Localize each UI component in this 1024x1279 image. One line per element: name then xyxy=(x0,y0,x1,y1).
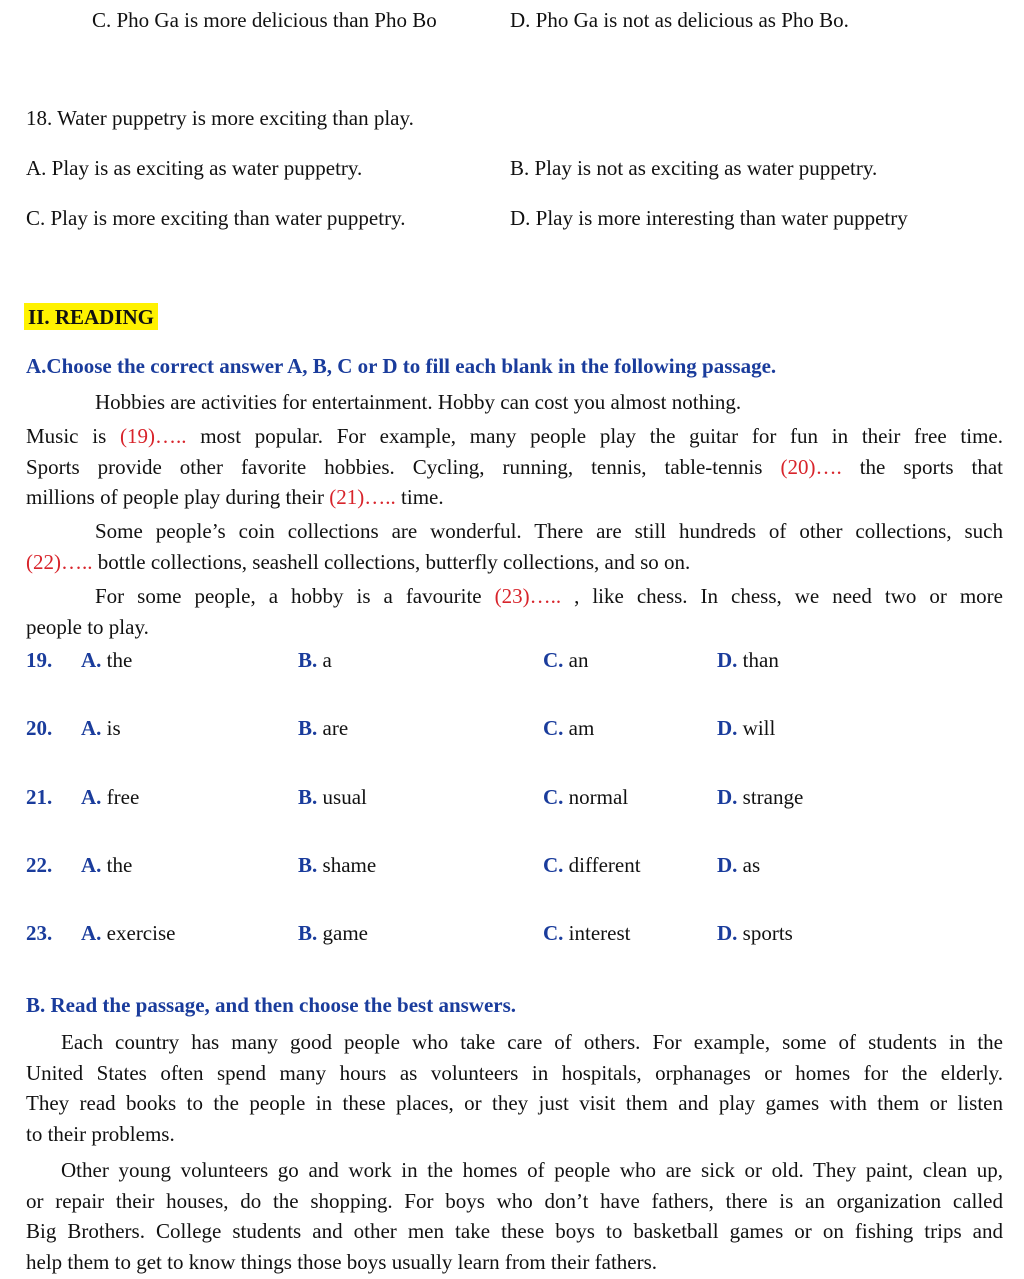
part-b-instruction: B. Read the passage, and then choose the best answers. xyxy=(26,993,517,1017)
passage-a-p2-line1: Music is (19)….. most popular. For example, many people play the guitar for fun in their free time. xyxy=(26,424,1003,448)
option-b[interactable]: B. game xyxy=(298,921,368,945)
blank-20: (20)…. xyxy=(780,454,842,479)
passage-a-p2-line2: Sports provide other favorite hobbies. Cycling, running, tennis, table-tennis (20)…. the sports that xyxy=(26,454,1003,479)
passage-a-p2 xyxy=(26,421,1003,513)
passage-a-p4-line1: For some people, a hobby is a favourite (23)….. , like chess. In chess, we need two or more xyxy=(95,584,1003,608)
blank-22: (22)….. xyxy=(26,549,93,574)
passage-a-p4-line2: people to play. xyxy=(26,614,149,639)
passage-b-line8: help them to get to know things those boys usually learn from their fathers. xyxy=(26,1249,658,1274)
q18-option-b: B. Play is not as exciting as water puppetry. xyxy=(510,156,878,180)
option-a[interactable]: A. exercise xyxy=(81,921,176,945)
passage-a-p3-line2: (22)….. bottle collections, seashell collections, butterfly collections, and so on. xyxy=(26,549,691,574)
option-b[interactable]: B. a xyxy=(298,648,332,672)
option-a[interactable]: A. the xyxy=(81,853,133,877)
passage-b-line4: to their problems. xyxy=(26,1121,175,1146)
passage-b-line2: United States often spend many hours as volunteers in hospitals, orphanages or homes for the elderly. xyxy=(26,1060,1003,1085)
option-c[interactable]: C. interest xyxy=(543,921,631,945)
option-a[interactable]: A. free xyxy=(81,785,140,809)
passage-b-line7: Big Brothers. College students and other men take these boys to basketball games or on fishing trips and xyxy=(26,1219,1003,1243)
option-d[interactable]: D. will xyxy=(717,716,776,740)
passage-b-p1 xyxy=(26,1027,1003,1149)
passage-a-p3 xyxy=(26,516,1003,577)
reading-heading-text: II. READING xyxy=(24,303,158,330)
option-c[interactable]: C. normal xyxy=(543,785,629,809)
blank-19: (19)….. xyxy=(119,424,187,448)
question-22: 22. A. the B. shame C. different D. as xyxy=(26,853,761,877)
option-c[interactable]: C. am xyxy=(543,716,595,740)
passage-b-p2 xyxy=(26,1155,1003,1277)
option-d[interactable]: D. strange xyxy=(717,785,804,809)
question-21: 21. A. free B. usual C. normal D. strange xyxy=(26,785,804,809)
question-20: 20. A. is B. are C. am D. will xyxy=(26,716,776,740)
option-b[interactable]: B. shame xyxy=(298,853,377,877)
passage-a-p3-line1: Some people’s coin collections are wonderful. There are still hundreds of other collections, such xyxy=(95,519,1003,543)
q18-option-a: A. Play is as exciting as water puppetry. xyxy=(26,156,363,180)
option-d[interactable]: D. as xyxy=(717,853,761,877)
option-d[interactable]: D. than xyxy=(717,648,779,672)
q18-stem: 18. Water puppetry is more exciting than play. xyxy=(26,106,414,130)
passage-a-p4 xyxy=(26,581,1003,642)
blank-21: (21)….. xyxy=(329,485,396,509)
option-c[interactable]: C. different xyxy=(543,853,641,877)
option-b[interactable]: B. usual xyxy=(298,785,367,809)
q18-option-d: D. Play is more interesting than water puppetry xyxy=(510,206,908,230)
q17-option-c: C. Pho Ga is more delicious than Pho Bo xyxy=(92,8,437,32)
option-a[interactable]: A. the xyxy=(81,648,133,672)
passage-a-p1: Hobbies are activities for entertainment. Hobby can cost you almost nothing. xyxy=(95,390,742,414)
blank-23: (23)….. xyxy=(494,584,562,608)
question-19: 19. A. the B. a C. an D. than xyxy=(26,648,779,672)
q18-option-c: C. Play is more exciting than water puppetry. xyxy=(26,206,406,230)
passage-b-line5: Other young volunteers go and work in the homes of people who are sick or old. They paint, clean up, xyxy=(61,1158,1003,1182)
q17-option-d: D. Pho Ga is not as delicious as Pho Bo. xyxy=(510,8,849,32)
question-23: 23. A. exercise B. game C. interest D. sports xyxy=(26,921,793,945)
part-a-instruction: A.Choose the correct answer A, B, C or D to fill each blank in the following passage. xyxy=(26,354,777,378)
option-d[interactable]: D. sports xyxy=(717,921,793,945)
passage-b-line6: or repair their houses, do the shopping. For boys who don’t have fathers, there is an organization called xyxy=(26,1188,1003,1213)
passage-b-line1: Each country has many good people who take care of others. For example, some of students in the xyxy=(61,1030,1003,1054)
option-c[interactable]: C. an xyxy=(543,648,589,672)
passage-b-line3: They read books to the people in these places, or they just visit them and play games with them or listen xyxy=(26,1091,1003,1115)
option-a[interactable]: A. is xyxy=(81,716,121,740)
passage-a-p2-line3: millions of people play during their (21)….. time. xyxy=(26,485,444,509)
reading-heading xyxy=(24,305,158,330)
option-b[interactable]: B. are xyxy=(298,716,349,740)
